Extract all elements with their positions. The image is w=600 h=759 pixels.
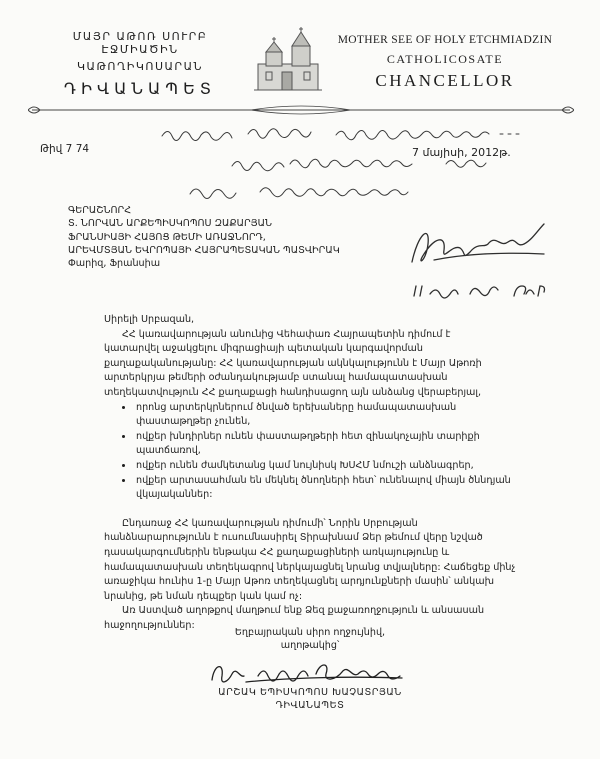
salutation: Սիրելի Սրբազան, — [104, 314, 195, 325]
letterhead-arm-line1: ՄԱՅՐ ԱԹՈՌ ՍՈՒՐԲ ԷՋՄԻԱԾԻՆ — [72, 30, 208, 56]
para1-line5: տեղեկատվություն ՀՀ քաղաքացի հանդիսացող այն անձանց վերաբերյալ, — [104, 386, 482, 398]
recipient-line4: ԱՐԵՎՄՏՅԱՆ ԵՎՐՈՊԱՅԻ ՀԱՅՐԱՊԵՏԱԿԱՆ ՊԱՏՎԻՐԱԿ — [68, 244, 340, 256]
closing-block — [200, 626, 420, 652]
letter-date: 7 մայիսի, 2012թ. — [412, 146, 511, 159]
letterhead-arm-line3: ԴԻՎԱՆԱՊԵՏ — [63, 79, 217, 98]
para2-line5: առաջիկա հունիս 1-ը Մայր Աթոռ տեղեկացնել արդյունքների մասին՝ անկախ — [104, 576, 494, 588]
bullet1-line2: փաստաթղթեր չունեն, — [136, 416, 251, 428]
para1-line1: ՀՀ կառավարության անունից Վեհափառ Հայրապետին դիմում է — [122, 328, 451, 340]
letterhead-armenian — [40, 30, 240, 98]
signer-name: ԱՐՇԱԿ ԵՊԻՍԿՈՊՈՍ ԽԱՉԱՏՐՅԱՆ — [218, 687, 402, 698]
recipient-line1: ԳԵՐԱՇՆՈՐՀ — [68, 205, 132, 216]
para3-line1: Առ Աստված աղոթքով մաղթում ենք Ձեզ քաջառողջություն և անսասան — [122, 605, 485, 617]
recipient-line2: Տ. ՆՈՐՎԱՆ ԱՐՔԵՊԻՍԿՈՊՈՍ ԶԱՔԱՐՅԱՆ — [68, 218, 272, 230]
para1-line2: կատարվել աջակցելու միգրացիայի պետական կարգավորման — [104, 343, 423, 355]
letterhead-arm-line2: ԿԱԹՈՂԻԿՈՍԱՐԱՆ — [76, 60, 204, 73]
letterhead-eng-line3: CHANCELLOR — [375, 71, 515, 90]
reference-number: Թիվ 7 74 — [40, 143, 90, 155]
para1-line3: քաղաքականությանը: ՀՀ կառավարության ակնկալությունն է Մայր Աթոռի — [104, 357, 482, 369]
bullet3-line1: ովքեր ունեն ժամկետանց կամ նույնիսկ ԽՍՀՄ նմուշի անձնագրեր, — [136, 459, 474, 471]
header-divider — [28, 104, 574, 116]
bullet2-line1: ովքեր խնդիրներ ունեն փաստաթղթերի հետ զինակոչային տարիքի — [136, 430, 480, 442]
closing-line2: աղոթակից՝ — [280, 640, 340, 651]
list-item — [134, 401, 544, 430]
bullet1-line1: որոնց արտերկրներում ծնված երեխաները համապատասխան — [136, 401, 457, 413]
bullet2-line2: պատճառով, — [136, 445, 201, 457]
letterhead-english — [330, 34, 560, 91]
letterhead-eng-line1: MOTHER SEE OF HOLY ETCHMIADZIN — [337, 34, 553, 46]
para1-line4: արտերկրյա թեմերի օժանդակությամբ ստանալ համապատասխան — [104, 372, 448, 384]
handwritten-receipt-signature — [404, 214, 554, 304]
list-item — [134, 474, 544, 503]
para2-line4: համապատասխան տեղեկագրով ներկայացնել նրանց տվյալները: Հաճեցեք մինչ — [104, 561, 516, 573]
signer-block — [200, 686, 420, 712]
closing-line1: Եղբայրական սիրո ողջույնիվ, — [234, 627, 386, 638]
cathedral-emblem-icon — [252, 26, 324, 96]
criteria-list — [104, 401, 544, 503]
signature-image — [206, 656, 406, 690]
para2-line2: հանձնարարությունն է ուսումնասիրել Տիրախնամ Ձեր թեմում վերը նշված — [104, 532, 483, 544]
para2-line1: Ընդառաջ ՀՀ կառավարության դիմումի՝ Նորին Սրբության — [122, 517, 418, 529]
recipient-line3: ՖՐԱՆՍԻԱՅԻ ՀԱՅՈՑ ԹԵՄԻ ԱՌԱՋՆՈՐԴ, — [68, 231, 266, 243]
para3-line2: հաջողություններ: — [104, 619, 195, 631]
letterhead-eng-line2: CATHOLICOSATE — [386, 52, 504, 66]
letter-body — [104, 313, 544, 633]
recipient-block — [68, 204, 340, 270]
para2-line6: նրանից, թե նման դեպքեր կան կամ ոչ: — [104, 590, 303, 602]
bullet4-line2: վկայականներ: — [136, 489, 213, 501]
signer-title: ԴԻՎԱՆԱՊԵՏ — [275, 700, 345, 711]
handwritten-annotation — [160, 124, 560, 204]
list-item — [134, 459, 544, 474]
list-item — [134, 430, 544, 459]
para2-line3: դասակարգումներին ենթակա ՀՀ քաղաքացիների առկայությունը և — [104, 546, 450, 558]
recipient-line5: Փարիզ, Ֆրանսիա — [68, 258, 161, 270]
bullet4-line1: ովքեր արտասահման են մեկնել ծնողների հետ՝ ունենալով միայն ծննդյան — [136, 474, 511, 486]
